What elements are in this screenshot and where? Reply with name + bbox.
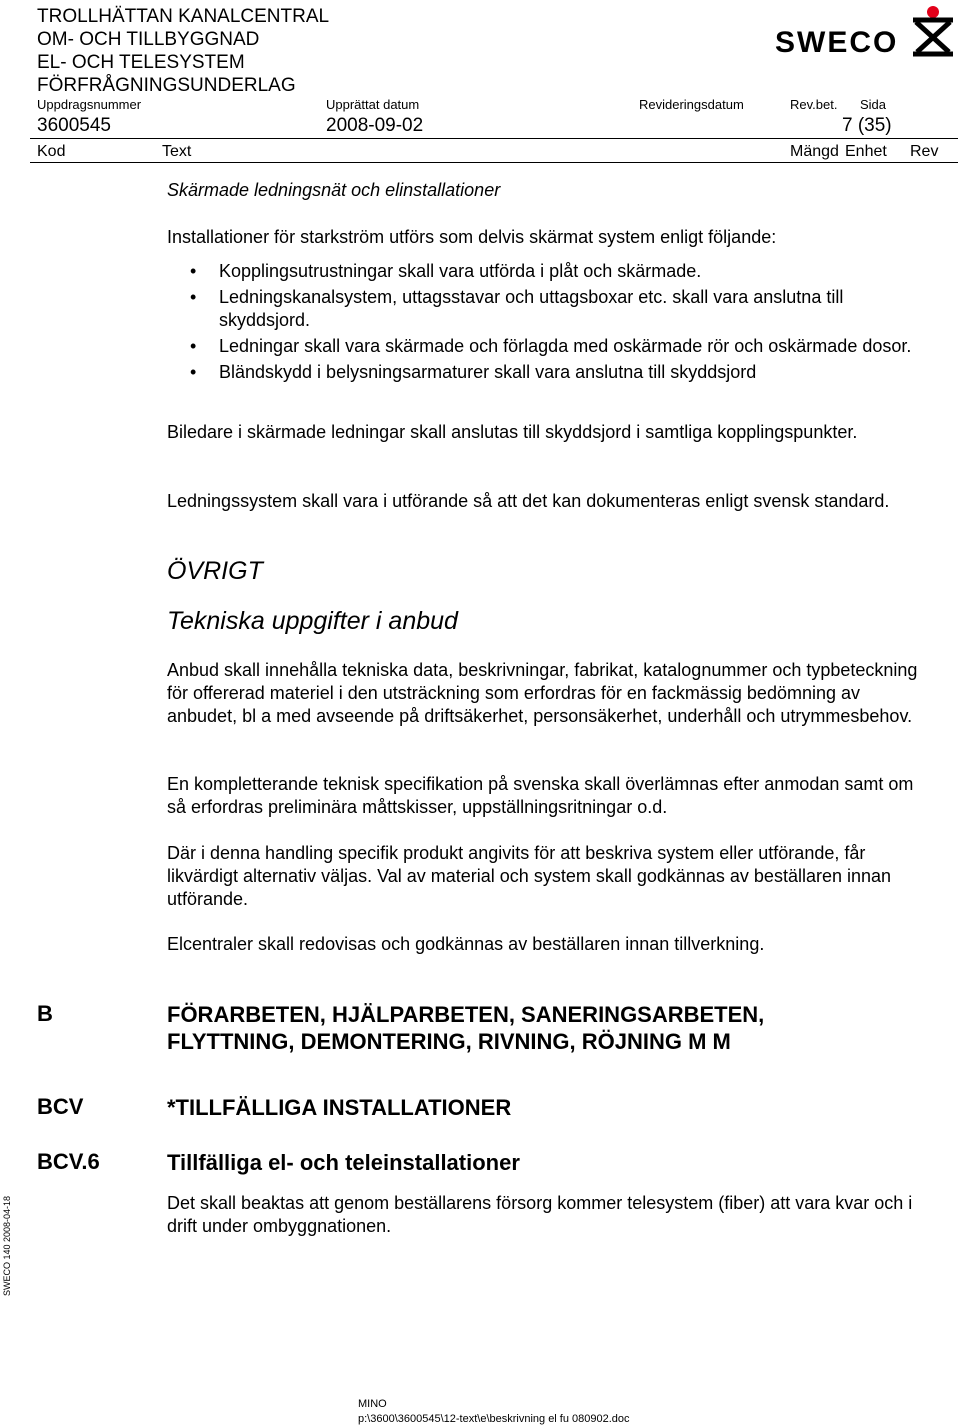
value-sida: 7 (35) (842, 115, 892, 136)
section-title-skarmade: Skärmade ledningsnät och elinstallationer (167, 180, 501, 200)
list-item: • Bländskydd i belysningsarmaturer skall vara anslutna till skyddsjord (190, 361, 930, 384)
sweco-logo-dot-icon (927, 6, 939, 18)
requirements-list (190, 260, 930, 387)
column-text: Text (162, 143, 192, 160)
sweco-logo-text: SWECO (775, 26, 899, 59)
value-upprattat-datum: 2008-09-02 (326, 115, 424, 136)
column-kod: Kod (37, 143, 66, 160)
label-rev-bet: Rev.bet. (790, 97, 838, 112)
header-divider-top (30, 138, 958, 139)
footer-file-path: p:\3600\3600545\12-text\e\beskrivning el fu 080902.doc (358, 1413, 630, 1425)
section-code-b: B (37, 1001, 53, 1026)
list-item: • Ledningskanalsystem, uttagsstavar och uttagsboxar etc. skall vara anslutna till skyddsjord. (190, 286, 930, 332)
footer-author: MINO (358, 1398, 387, 1410)
sweco-logo (775, 6, 955, 60)
label-revideringsdatum: Revideringsdatum (639, 97, 744, 112)
column-mangd: Mängd (790, 143, 839, 160)
section-title-bcv6: Tillfälliga el- och teleinstallationer (167, 1150, 520, 1175)
sweco-logo-graphic (775, 6, 955, 60)
list-item: • Ledningar skall vara skärmade och förlagda med oskärmade rör och oskärmade dosor. (190, 335, 930, 358)
paragraph-biledare: Biledare i skärmade ledningar skall anslutas till skyddsjord i samtliga kopplingspunkter. (167, 422, 858, 442)
side-form-label: SWECO 140 2008-04-18 (2, 1195, 12, 1296)
header-title-line-3: EL- OCH TELESYSTEM (37, 52, 245, 73)
heading-ovrigt: ÖVRIGT (167, 557, 263, 585)
header-title-line-1: TROLLHÄTTAN KANALCENTRAL (37, 6, 330, 27)
paragraph-anbud: Anbud skall innehålla tekniska data, beskrivningar, fabrikat, katalognummer och typbeteckning för offererad materiel i den utsträckning som erfordras för en fackmässig bedömning av anbudet, bl a med avseende på driftsäkerhet, personsäkerhet, underhåll och utrymmesbehov. (167, 660, 918, 726)
section-title-b: FÖRARBETEN, HJÄLPARBETEN, SANERINGSARBETEN, FLYTTNING, DEMONTERING, RIVNING, RÖJNING M M (167, 1002, 765, 1054)
column-enhet: Enhet (845, 143, 887, 160)
paragraph-elcentraler: Elcentraler skall redovisas och godkännas av beställaren innan tillverkning. (167, 934, 765, 954)
paragraph-beaktas: Det skall beaktas att genom beställarens försorg kommer telesystem (fiber) att vara kvar och i drift under ombyggnationen. (167, 1193, 913, 1236)
header-title-line-2: OM- OCH TILLBYGGNAD (37, 29, 260, 50)
section-code-bcv6: BCV.6 (37, 1149, 100, 1174)
section-title-bcv: *TILLFÄLLIGA INSTALLATIONER (167, 1095, 512, 1120)
heading-tekniska-uppgifter: Tekniska uppgifter i anbud (167, 607, 458, 635)
label-sida: Sida (860, 97, 887, 112)
sweco-logo-figure-icon (913, 20, 953, 54)
header-divider-bottom (30, 162, 958, 163)
label-uppdragsnummer: Uppdragsnummer (37, 97, 142, 112)
list-item: • Kopplingsutrustningar skall vara utförda i plåt och skärmade. (190, 260, 930, 283)
header-title-line-4: FÖRFRÅGNINGSUNDERLAG (37, 75, 296, 96)
paragraph-dar-i-denna: Där i denna handling specifik produkt angivits för att beskriva system eller utförande, får likvärdigt alternativ väljas. Val av material och system skall godkännas av beställaren innan utförande. (167, 843, 892, 909)
column-rev: Rev (910, 143, 939, 160)
paragraph-ledningssystem: Ledningssystem skall vara i utförande så att det kan dokumenteras enligt svensk standard. (167, 491, 890, 511)
label-upprattat-datum: Upprättat datum (326, 97, 420, 112)
paragraph-kompletterande: En kompletterande teknisk specifikation på svenska skall överlämnas efter anmodan samt om så erfordras preliminära måttskisser, uppställningsritningar o.d. (167, 774, 914, 817)
section-code-bcv: BCV (37, 1094, 84, 1119)
intro-paragraph: Installationer för starkström utförs som delvis skärmat system enligt följande: (167, 227, 777, 247)
value-uppdragsnummer: 3600545 (37, 115, 111, 136)
